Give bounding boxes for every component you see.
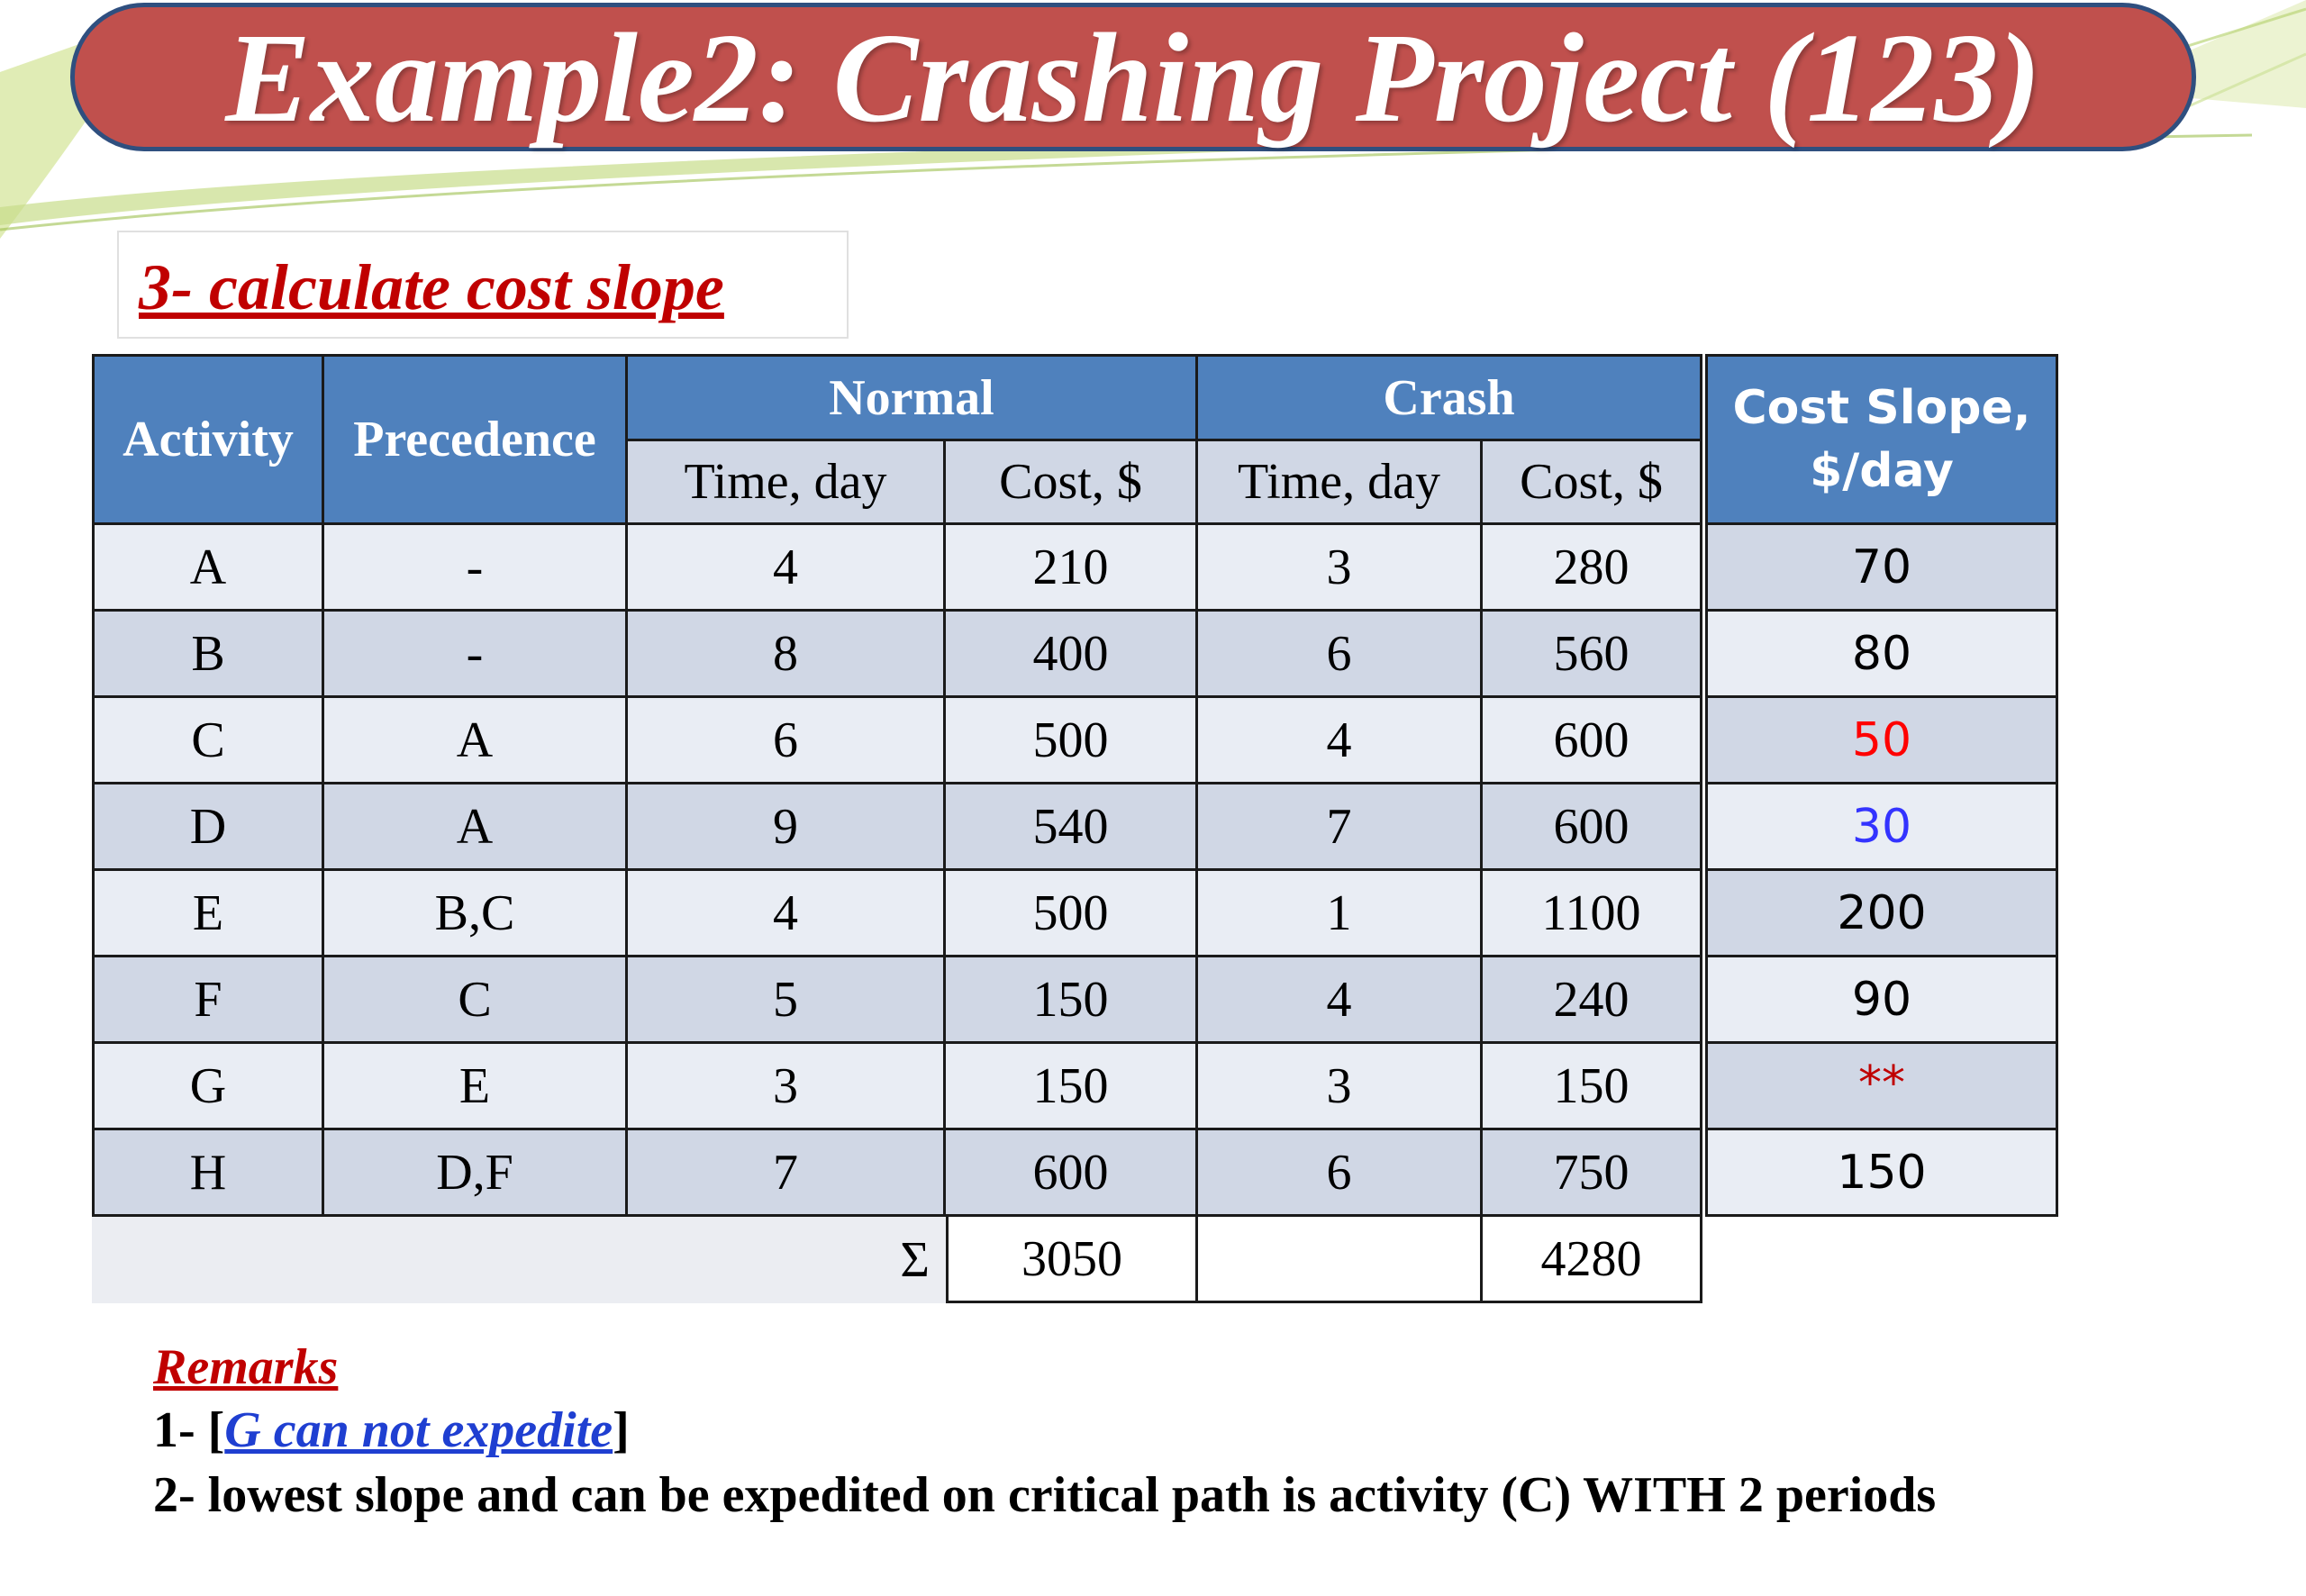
header-crash-cost: Cost, $ (1483, 441, 1702, 525)
cell-normal-time: 7 (628, 1130, 946, 1217)
cell-normal-cost: 150 (946, 957, 1198, 1044)
cell-normal-time: 9 (628, 784, 946, 871)
header-cost-slope (1705, 354, 2058, 525)
cell-precedence: - (324, 612, 628, 698)
cell-normal-time: 4 (628, 871, 946, 957)
cell-cost-slope: 90 (1705, 957, 2058, 1044)
cell-normal-time: 6 (628, 698, 946, 784)
cell-activity: F (92, 957, 324, 1044)
cell-normal-time: 3 (628, 1044, 946, 1130)
cell-normal-cost: 540 (946, 784, 1198, 871)
cell-precedence: A (324, 784, 628, 871)
cell-crash-time: 7 (1198, 784, 1483, 871)
header-normal-time: Time, day (628, 441, 946, 525)
cell-crash-time: 6 (1198, 1130, 1483, 1217)
cell-precedence: D,F (324, 1130, 628, 1217)
cell-normal-time: 4 (628, 525, 946, 612)
cell-cost-slope: 80 (1705, 612, 2058, 698)
cell-precedence: C (324, 957, 628, 1044)
header-activity: Activity (92, 354, 324, 525)
cell-crash-cost: 1100 (1483, 871, 1702, 957)
cell-crash-time: 4 (1198, 957, 1483, 1044)
cell-crash-cost: 750 (1483, 1130, 1702, 1217)
cell-crash-time: 1 (1198, 871, 1483, 957)
cell-crash-cost: 600 (1483, 784, 1702, 871)
sum-normal-cost: 3050 (946, 1217, 1198, 1303)
cell-cost-slope: ** (1705, 1044, 2058, 1130)
cell-activity: E (92, 871, 324, 957)
cell-normal-time: 5 (628, 957, 946, 1044)
cell-precedence: E (324, 1044, 628, 1130)
cell-cost-slope: 30 (1705, 784, 2058, 871)
subtitle-box (117, 231, 849, 339)
cell-activity: G (92, 1044, 324, 1130)
cell-cost-slope: 150 (1705, 1130, 2058, 1217)
cell-crash-cost: 600 (1483, 698, 1702, 784)
cell-cost-slope: 50 (1705, 698, 2058, 784)
header-normal: Normal (628, 354, 1198, 441)
sum-crash-cost: 4280 (1483, 1217, 1702, 1303)
cell-precedence: B,C (324, 871, 628, 957)
remark-1-link[interactable]: G can not expedite (224, 1402, 613, 1458)
header-crash: Crash (1198, 354, 1702, 441)
cell-precedence: A (324, 698, 628, 784)
header-normal-cost: Cost, $ (946, 441, 1198, 525)
remarks-title: Remarks (153, 1339, 339, 1395)
header-cost-slope-line1: Cost Slope, (1732, 380, 2031, 435)
cell-crash-cost: 280 (1483, 525, 1702, 612)
cell-crash-cost: 150 (1483, 1044, 1702, 1130)
sum-crash-time-blank (1198, 1217, 1483, 1303)
cell-normal-cost: 500 (946, 698, 1198, 784)
header-cost-slope-line2: $/day (1810, 444, 1954, 498)
cell-activity: A (92, 525, 324, 612)
remark-2: 2- lowest slope and can be expedited on critical path is activity (C) WITH 2 periods (153, 1467, 1937, 1523)
cell-normal-time: 8 (628, 612, 946, 698)
cell-activity: D (92, 784, 324, 871)
section-subtitle: 3- calculate cost slope (139, 251, 724, 323)
remark-1: 1- [G can not expedite] (153, 1402, 630, 1458)
cell-normal-cost: 210 (946, 525, 1198, 612)
cell-crash-time: 4 (1198, 698, 1483, 784)
cell-normal-cost: 600 (946, 1130, 1198, 1217)
cell-precedence: - (324, 525, 628, 612)
cell-crash-time: 3 (1198, 1044, 1483, 1130)
cell-crash-cost: 560 (1483, 612, 1702, 698)
cell-activity: B (92, 612, 324, 698)
sum-symbol: Σ (628, 1217, 946, 1303)
header-crash-time: Time, day (1198, 441, 1483, 525)
cell-normal-cost: 500 (946, 871, 1198, 957)
cell-activity: H (92, 1130, 324, 1217)
cell-crash-time: 3 (1198, 525, 1483, 612)
cell-cost-slope: 70 (1705, 525, 2058, 612)
cell-cost-slope: 200 (1705, 871, 2058, 957)
cell-crash-time: 6 (1198, 612, 1483, 698)
header-precedence: Precedence (324, 354, 628, 525)
cell-crash-cost: 240 (1483, 957, 1702, 1044)
title-banner (70, 3, 2196, 151)
cell-normal-cost: 400 (946, 612, 1198, 698)
cell-normal-cost: 150 (946, 1044, 1198, 1130)
cell-activity: C (92, 698, 324, 784)
page-title: Example2: Crashing Project (123) (225, 5, 2041, 149)
